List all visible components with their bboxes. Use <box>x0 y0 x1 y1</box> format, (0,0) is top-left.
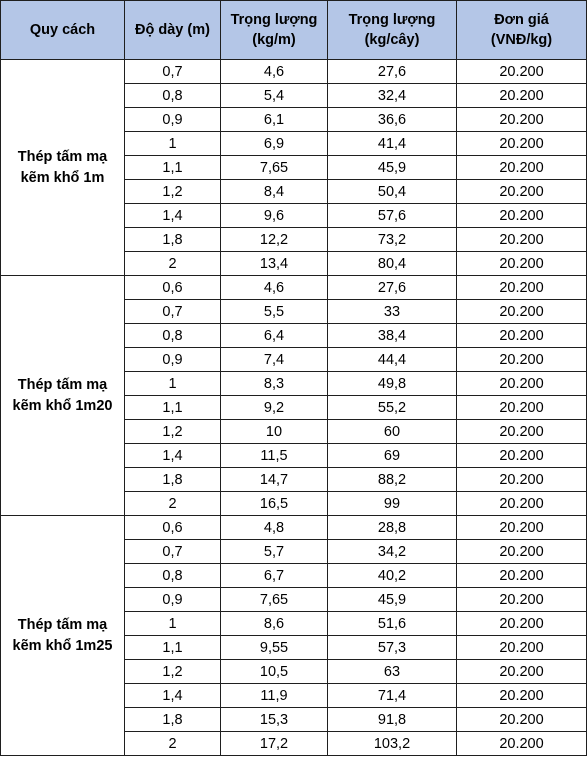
thickness-cell: 0,6 <box>125 516 221 540</box>
weight-kg-cay-cell: 63 <box>328 660 457 684</box>
unit-price-cell: 20.200 <box>457 468 587 492</box>
spec-group-line: Thép tấm mạ <box>17 376 108 393</box>
weight-kg-cay-cell: 44,4 <box>328 348 457 372</box>
unit-price-cell: 20.200 <box>457 396 587 420</box>
thickness-cell: 2 <box>125 252 221 276</box>
weight-kg-m-cell: 13,4 <box>221 252 328 276</box>
thickness-cell: 1,4 <box>125 204 221 228</box>
weight-kg-cay-cell: 88,2 <box>328 468 457 492</box>
unit-price-cell: 20.200 <box>457 132 587 156</box>
weight-kg-cay-cell: 34,2 <box>328 540 457 564</box>
weight-kg-cay-cell: 51,6 <box>328 612 457 636</box>
weight-kg-cay-cell: 60 <box>328 420 457 444</box>
weight-kg-cay-cell: 45,9 <box>328 588 457 612</box>
unit-price-cell: 20.200 <box>457 516 587 540</box>
weight-kg-m-cell: 10 <box>221 420 328 444</box>
weight-kg-m-cell: 15,3 <box>221 708 328 732</box>
unit-price-cell: 20.200 <box>457 108 587 132</box>
thickness-cell: 1,2 <box>125 660 221 684</box>
weight-kg-m-cell: 5,7 <box>221 540 328 564</box>
weight-kg-cay-cell: 57,3 <box>328 636 457 660</box>
unit-price-cell: 20.200 <box>457 372 587 396</box>
weight-kg-m-cell: 11,5 <box>221 444 328 468</box>
header-trong-luong-kg-m <box>221 1 328 60</box>
weight-kg-cay-cell: 41,4 <box>328 132 457 156</box>
thickness-cell: 1,8 <box>125 228 221 252</box>
weight-kg-m-cell: 4,6 <box>221 60 328 84</box>
spec-group-line: Thép tấm mạ <box>17 616 108 633</box>
table-body <box>1 60 587 756</box>
weight-kg-m-cell: 5,5 <box>221 300 328 324</box>
unit-price-cell: 20.200 <box>457 588 587 612</box>
weight-kg-cay-cell: 55,2 <box>328 396 457 420</box>
unit-price-cell: 20.200 <box>457 636 587 660</box>
weight-kg-cay-cell: 45,9 <box>328 156 457 180</box>
weight-kg-cay-cell: 40,2 <box>328 564 457 588</box>
unit-price-cell: 20.200 <box>457 732 587 756</box>
weight-kg-m-cell: 8,6 <box>221 612 328 636</box>
thickness-cell: 1 <box>125 372 221 396</box>
weight-kg-m-cell: 17,2 <box>221 732 328 756</box>
weight-kg-m-cell: 5,4 <box>221 84 328 108</box>
table-row <box>1 516 587 540</box>
weight-kg-m-cell: 14,7 <box>221 468 328 492</box>
weight-kg-cay-cell: 49,8 <box>328 372 457 396</box>
table-header <box>1 1 587 60</box>
unit-price-cell: 20.200 <box>457 84 587 108</box>
weight-kg-cay-cell: 57,6 <box>328 204 457 228</box>
weight-kg-cay-cell: 27,6 <box>328 276 457 300</box>
weight-kg-cay-cell: 91,8 <box>328 708 457 732</box>
unit-price-cell: 20.200 <box>457 348 587 372</box>
thickness-cell: 1,4 <box>125 684 221 708</box>
weight-kg-cay-cell: 33 <box>328 300 457 324</box>
unit-price-cell: 20.200 <box>457 420 587 444</box>
spec-group-line: kẽm khổ 1m <box>20 169 105 186</box>
weight-kg-cay-cell: 80,4 <box>328 252 457 276</box>
thickness-cell: 1 <box>125 612 221 636</box>
header-line: (kg/cây) <box>364 32 420 48</box>
header-trong-luong-kg-cay <box>328 1 457 60</box>
unit-price-cell: 20.200 <box>457 660 587 684</box>
spec-group-line: Thép tấm mạ <box>17 148 108 165</box>
unit-price-cell: 20.200 <box>457 540 587 564</box>
thickness-cell: 0,9 <box>125 348 221 372</box>
header-line: Đơn giá <box>494 12 549 28</box>
unit-price-cell: 20.200 <box>457 444 587 468</box>
thickness-cell: 1,1 <box>125 636 221 660</box>
thickness-cell: 1,4 <box>125 444 221 468</box>
thickness-cell: 0,9 <box>125 588 221 612</box>
weight-kg-cay-cell: 73,2 <box>328 228 457 252</box>
header-row <box>1 1 587 60</box>
thickness-cell: 1,1 <box>125 156 221 180</box>
unit-price-cell: 20.200 <box>457 300 587 324</box>
spec-group-label <box>1 60 125 276</box>
thickness-cell: 2 <box>125 732 221 756</box>
unit-price-cell: 20.200 <box>457 684 587 708</box>
weight-kg-cay-cell: 103,2 <box>328 732 457 756</box>
weight-kg-cay-cell: 71,4 <box>328 684 457 708</box>
spec-group-line: kẽm khổ 1m20 <box>12 397 113 414</box>
thickness-cell: 0,9 <box>125 108 221 132</box>
header-line: Độ dày (m) <box>135 22 210 38</box>
spec-group-label <box>1 276 125 516</box>
weight-kg-m-cell: 6,1 <box>221 108 328 132</box>
weight-kg-m-cell: 8,3 <box>221 372 328 396</box>
spec-group-line: kẽm khổ 1m25 <box>12 637 113 654</box>
weight-kg-cay-cell: 50,4 <box>328 180 457 204</box>
unit-price-cell: 20.200 <box>457 180 587 204</box>
weight-kg-m-cell: 8,4 <box>221 180 328 204</box>
weight-kg-m-cell: 4,6 <box>221 276 328 300</box>
weight-kg-m-cell: 7,65 <box>221 588 328 612</box>
thickness-cell: 1,2 <box>125 420 221 444</box>
weight-kg-m-cell: 7,4 <box>221 348 328 372</box>
thickness-cell: 1,1 <box>125 396 221 420</box>
unit-price-cell: 20.200 <box>457 60 587 84</box>
thickness-cell: 1 <box>125 132 221 156</box>
weight-kg-cay-cell: 99 <box>328 492 457 516</box>
header-do-day <box>125 1 221 60</box>
header-line: Trọng lượng <box>230 12 318 28</box>
thickness-cell: 0,7 <box>125 60 221 84</box>
weight-kg-m-cell: 4,8 <box>221 516 328 540</box>
weight-kg-cay-cell: 69 <box>328 444 457 468</box>
unit-price-cell: 20.200 <box>457 708 587 732</box>
thickness-cell: 1,2 <box>125 180 221 204</box>
header-line: Trọng lượng <box>348 12 436 28</box>
unit-price-cell: 20.200 <box>457 276 587 300</box>
table-row <box>1 60 587 84</box>
thickness-cell: 0,7 <box>125 300 221 324</box>
spec-group-label <box>1 516 125 756</box>
unit-price-cell: 20.200 <box>457 564 587 588</box>
weight-kg-m-cell: 12,2 <box>221 228 328 252</box>
header-line: Quy cách <box>29 22 96 38</box>
unit-price-cell: 20.200 <box>457 252 587 276</box>
unit-price-cell: 20.200 <box>457 612 587 636</box>
thickness-cell: 2 <box>125 492 221 516</box>
weight-kg-cay-cell: 36,6 <box>328 108 457 132</box>
weight-kg-m-cell: 10,5 <box>221 660 328 684</box>
table-row <box>1 276 587 300</box>
weight-kg-m-cell: 11,9 <box>221 684 328 708</box>
header-quy-cach <box>1 1 125 60</box>
weight-kg-m-cell: 6,9 <box>221 132 328 156</box>
thickness-cell: 0,7 <box>125 540 221 564</box>
unit-price-cell: 20.200 <box>457 156 587 180</box>
thickness-cell: 0,6 <box>125 276 221 300</box>
weight-kg-cay-cell: 28,8 <box>328 516 457 540</box>
weight-kg-cay-cell: 27,6 <box>328 60 457 84</box>
unit-price-cell: 20.200 <box>457 228 587 252</box>
thickness-cell: 0,8 <box>125 564 221 588</box>
header-line: (kg/m) <box>252 32 296 48</box>
weight-kg-m-cell: 6,7 <box>221 564 328 588</box>
unit-price-cell: 20.200 <box>457 204 587 228</box>
thickness-cell: 1,8 <box>125 468 221 492</box>
thickness-cell: 1,8 <box>125 708 221 732</box>
weight-kg-m-cell: 9,6 <box>221 204 328 228</box>
weight-kg-m-cell: 16,5 <box>221 492 328 516</box>
unit-price-cell: 20.200 <box>457 492 587 516</box>
header-don-gia <box>457 1 587 60</box>
thickness-cell: 0,8 <box>125 324 221 348</box>
weight-kg-m-cell: 9,55 <box>221 636 328 660</box>
weight-kg-m-cell: 7,65 <box>221 156 328 180</box>
weight-kg-cay-cell: 32,4 <box>328 84 457 108</box>
weight-kg-m-cell: 9,2 <box>221 396 328 420</box>
header-line: (VNĐ/kg) <box>490 32 553 48</box>
weight-kg-m-cell: 6,4 <box>221 324 328 348</box>
unit-price-cell: 20.200 <box>457 324 587 348</box>
thickness-cell: 0,8 <box>125 84 221 108</box>
weight-kg-cay-cell: 38,4 <box>328 324 457 348</box>
